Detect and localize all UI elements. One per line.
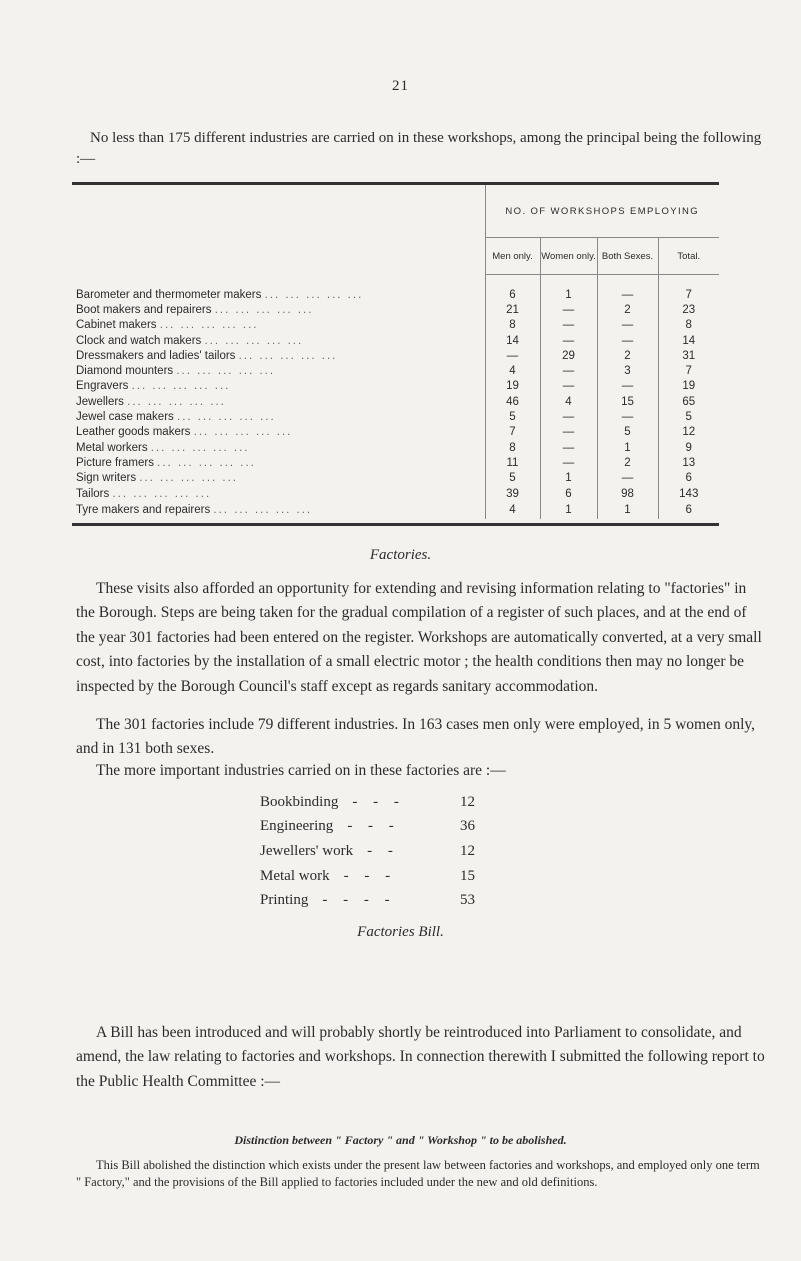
cell-men: 5 bbox=[509, 411, 516, 424]
cell-both: — bbox=[597, 471, 658, 486]
industry-name bbox=[72, 409, 485, 424]
leader-dots: ... ... ... ... ... bbox=[131, 380, 231, 393]
table-row bbox=[72, 394, 719, 409]
industry-name-text: Sign writers bbox=[76, 472, 137, 485]
cell-women: 1 bbox=[540, 501, 597, 519]
cell-total: 19 bbox=[658, 379, 719, 394]
industry-name-text: Jewellers bbox=[76, 395, 124, 408]
cell-both: 3 bbox=[597, 363, 658, 378]
industry-name-text: Barometer and thermometer makers bbox=[76, 288, 262, 301]
industry-name bbox=[72, 287, 485, 302]
table-row bbox=[72, 486, 719, 501]
industry-item bbox=[260, 815, 560, 840]
cell-women: — bbox=[540, 409, 597, 424]
cell-men: 7 bbox=[509, 426, 516, 439]
cell-both: 1 bbox=[597, 501, 658, 519]
cell-men: 21 bbox=[506, 303, 519, 316]
leader-dots: ... ... ... ... ... bbox=[214, 303, 314, 316]
industry-name bbox=[72, 486, 485, 501]
cell-men: 46 bbox=[506, 395, 519, 408]
cell-women: — bbox=[540, 363, 597, 378]
industry-name bbox=[72, 379, 485, 394]
cell-both: 2 bbox=[597, 302, 658, 317]
cell-men: 14 bbox=[506, 334, 519, 347]
cell-women: 1 bbox=[540, 287, 597, 302]
cell-both: 98 bbox=[597, 486, 658, 501]
leader-dots: ... ... ... ... ... bbox=[213, 504, 313, 517]
cell-women: — bbox=[540, 440, 597, 455]
table-row bbox=[72, 287, 719, 302]
table-row bbox=[72, 333, 719, 348]
industry-name-text: Metal workers bbox=[76, 441, 148, 454]
page-number: 21 bbox=[392, 78, 409, 94]
industry-item-name: Bookbinding - - - bbox=[260, 793, 405, 810]
industry-name-text: Tyre makers and repairers bbox=[76, 504, 211, 517]
cell-women: — bbox=[540, 318, 597, 333]
industry-name bbox=[72, 425, 485, 440]
cell-women: 1 bbox=[540, 471, 597, 486]
cell-total: 6 bbox=[658, 471, 719, 486]
cell-men: 4 bbox=[509, 365, 516, 378]
cell-men: 19 bbox=[506, 380, 519, 393]
factories-bill-heading: Factories Bill. bbox=[357, 924, 444, 940]
industry-header-cell bbox=[72, 185, 485, 275]
industry-name-text: Dressmakers and ladies' tailors bbox=[76, 349, 236, 362]
leader-dots: ... ... ... ... ... bbox=[159, 319, 259, 332]
leader-dots: ... ... ... ... ... bbox=[193, 426, 293, 439]
industry-item bbox=[260, 864, 560, 889]
table-row bbox=[72, 363, 719, 378]
cell-both: 15 bbox=[597, 394, 658, 409]
column-header-total: Total. bbox=[658, 238, 719, 275]
factories-paragraph-1: These visits also afforded an opportunity for extending and revising information relating to "factories" in the Borough. Steps are being taken for the gradual compilation of a register of such places, and at the end of the year 301 factories had been entered on the register. Workshops are automatically converted, at a very small cost, into factories by the installation of a small electric motor ; the health conditions then may no longer be inspected by the Borough Council's staff except as regards sanitary accommodation. bbox=[76, 580, 762, 695]
cell-total: 143 bbox=[658, 486, 719, 501]
table-row bbox=[72, 425, 719, 440]
cell-men: — bbox=[506, 349, 519, 362]
industry-name-text: Cabinet makers bbox=[76, 319, 157, 332]
leader-dots: ... ... ... ... ... bbox=[238, 349, 338, 362]
cell-total: 8 bbox=[658, 318, 719, 333]
table-row bbox=[72, 302, 719, 317]
industry-item-count: 15 bbox=[460, 867, 475, 884]
cell-both: 1 bbox=[597, 440, 658, 455]
cell-both: 2 bbox=[597, 455, 658, 470]
industry-name bbox=[72, 348, 485, 363]
table-row bbox=[72, 471, 719, 486]
industry-item-count: 12 bbox=[460, 842, 475, 859]
industry-item-count: 36 bbox=[460, 818, 475, 835]
distinction-subheading: Distinction between " Factory " and " Workshop " to be abolished. bbox=[234, 1133, 567, 1147]
table-row bbox=[72, 501, 719, 519]
industry-name bbox=[72, 440, 485, 455]
leader-dots: ... ... ... ... ... bbox=[177, 411, 276, 424]
leader-dots: ... ... ... ... ... bbox=[176, 365, 276, 378]
cell-total: 65 bbox=[658, 394, 719, 409]
cell-both: — bbox=[597, 333, 658, 348]
cell-women: 6 bbox=[540, 486, 597, 501]
cell-both: — bbox=[597, 379, 658, 394]
column-header-women: Women only. bbox=[540, 238, 597, 275]
industry-name-text: Tailors bbox=[76, 487, 110, 500]
industry-name bbox=[72, 302, 485, 317]
cell-women: — bbox=[540, 379, 597, 394]
column-header-both: Both Sexes. bbox=[597, 238, 658, 275]
cell-women: — bbox=[540, 455, 597, 470]
cell-men: 5 bbox=[509, 472, 516, 485]
industry-item bbox=[260, 888, 560, 913]
group-header: NO. OF WORKSHOPS EMPLOYING bbox=[485, 185, 719, 238]
table-row bbox=[72, 440, 719, 455]
industry-name bbox=[72, 501, 485, 519]
industry-name-text: Leather goods makers bbox=[76, 426, 191, 439]
distinction-paragraph: This Bill abolished the distinction which exists under the present law between factories and workshops, and employed only one term " Factory," and the provisions of the Bill applied to factories included under the new and old definitions. bbox=[76, 1158, 760, 1189]
cell-women: 4 bbox=[540, 394, 597, 409]
table-row bbox=[72, 348, 719, 363]
industry-name-text: Picture framers bbox=[76, 456, 154, 469]
workshops-table-grid bbox=[72, 185, 719, 519]
cell-total: 7 bbox=[658, 363, 719, 378]
industry-name bbox=[72, 333, 485, 348]
cell-both: — bbox=[597, 318, 658, 333]
industries-list bbox=[260, 790, 560, 913]
intro-paragraph: No less than 175 different industries are carried on in these workshops, among the principal being the following :— bbox=[76, 130, 762, 167]
industry-name bbox=[72, 394, 485, 409]
cell-total: 9 bbox=[658, 440, 719, 455]
industry-item bbox=[260, 790, 560, 815]
cell-both: 5 bbox=[597, 425, 658, 440]
cell-total: 5 bbox=[658, 409, 719, 424]
industry-item-name: Engineering - - - bbox=[260, 818, 400, 835]
cell-total: 31 bbox=[658, 348, 719, 363]
cell-women: — bbox=[540, 425, 597, 440]
industry-name-text: Boot makers and repairers bbox=[76, 303, 212, 316]
leader-dots: ... ... ... ... ... bbox=[139, 472, 238, 485]
industry-name-text: Jewel case makers bbox=[76, 411, 174, 424]
cell-women: — bbox=[540, 302, 597, 317]
table-row bbox=[72, 455, 719, 470]
industry-name bbox=[72, 318, 485, 333]
cell-women: — bbox=[540, 333, 597, 348]
cell-total: 12 bbox=[658, 425, 719, 440]
leader-dots: ... ... ... ... ... bbox=[150, 441, 250, 454]
industry-name-text: Engravers bbox=[76, 380, 129, 393]
table-row bbox=[72, 409, 719, 424]
cell-total: 13 bbox=[658, 455, 719, 470]
industry-item-count: 12 bbox=[460, 793, 475, 810]
industry-item-name: Jewellers' work - - bbox=[260, 842, 399, 859]
workshops-table bbox=[72, 182, 719, 526]
industry-name-text: Clock and watch makers bbox=[76, 334, 202, 347]
industry-name bbox=[72, 471, 485, 486]
industry-name bbox=[72, 363, 485, 378]
industry-item bbox=[260, 839, 560, 864]
column-header-men: Men only. bbox=[485, 238, 540, 275]
cell-total: 23 bbox=[658, 302, 719, 317]
factories-bill-paragraph: A Bill has been introduced and will probably shortly be reintroduced into Parliament to consolidate, and amend, the law relating to factories and workshops. In connection therewith I submitted the following report to the Public Health Committee :— bbox=[76, 1024, 765, 1090]
leader-dots: ... ... ... ... ... bbox=[264, 288, 364, 301]
leader-dots: ... ... ... ... ... bbox=[127, 395, 226, 408]
table-row bbox=[72, 379, 719, 394]
leader-dots: ... ... ... ... ... bbox=[112, 487, 212, 500]
leader-dots: ... ... ... ... ... bbox=[204, 334, 304, 347]
industry-item-name: Printing - - - - bbox=[260, 892, 396, 909]
cell-total: 7 bbox=[658, 287, 719, 302]
cell-men: 6 bbox=[509, 288, 516, 301]
table-row bbox=[72, 318, 719, 333]
industry-item-name: Metal work - - - bbox=[260, 867, 397, 884]
factories-heading: Factories. bbox=[369, 547, 432, 563]
cell-both: 2 bbox=[597, 348, 658, 363]
industry-name-text: Diamond mounters bbox=[76, 365, 174, 378]
cell-total: 6 bbox=[658, 501, 719, 519]
cell-men: 11 bbox=[506, 456, 519, 469]
cell-total: 14 bbox=[658, 333, 719, 348]
industry-item-count: 53 bbox=[460, 892, 475, 909]
table-bottom-rule bbox=[72, 523, 719, 526]
cell-both: — bbox=[597, 287, 658, 302]
cell-men: 39 bbox=[506, 487, 519, 500]
factories-paragraph-2: The 301 factories include 79 different industries. In 163 cases men only were employed, in 5 women only, and in 131 both sexes. bbox=[76, 716, 756, 758]
cell-both: — bbox=[597, 409, 658, 424]
leader-dots: ... ... ... ... ... bbox=[157, 456, 256, 469]
factories-paragraph-3: The more important industries carried on in these factories are :— bbox=[96, 762, 506, 779]
industry-name bbox=[72, 455, 485, 470]
cell-men: 8 bbox=[509, 441, 516, 454]
cell-men: 4 bbox=[509, 504, 516, 517]
cell-women: 29 bbox=[540, 348, 597, 363]
cell-men: 8 bbox=[509, 319, 516, 332]
